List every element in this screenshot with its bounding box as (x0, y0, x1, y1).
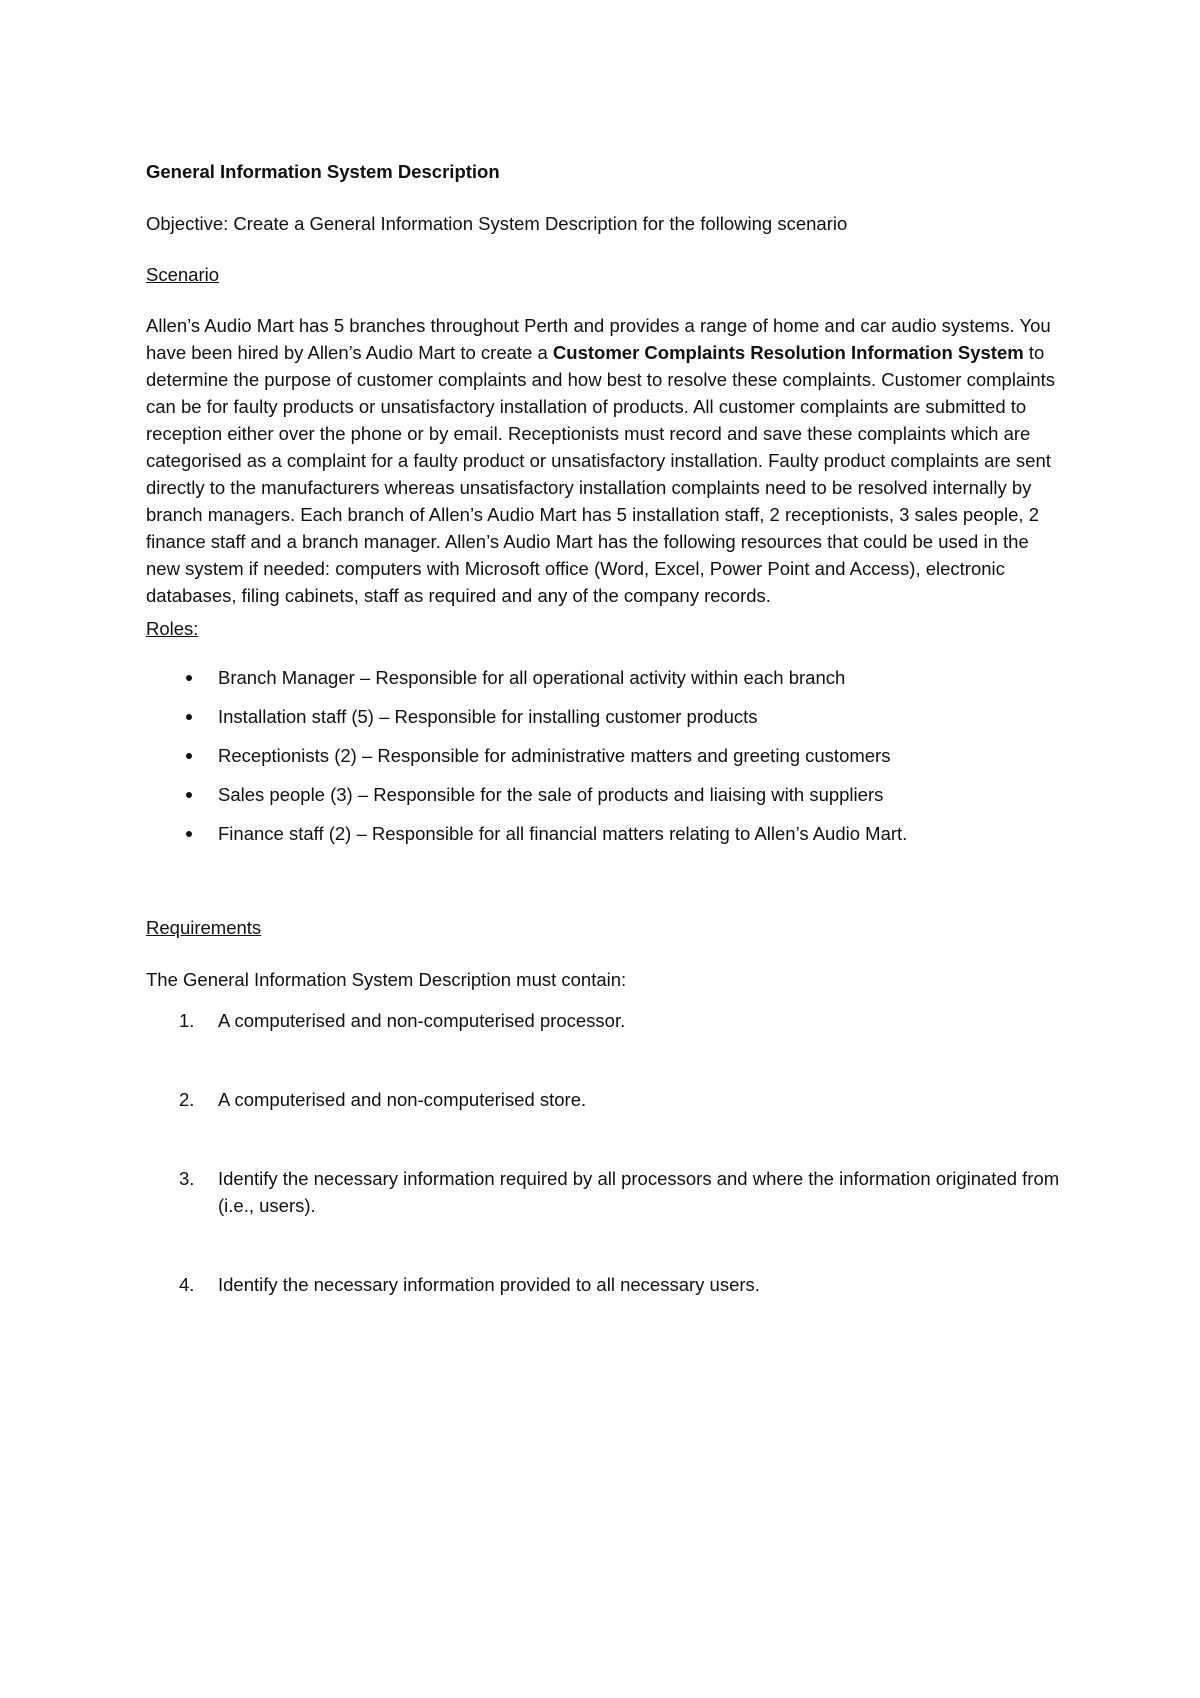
requirements-list (146, 1007, 1066, 1298)
list-item (146, 703, 1066, 742)
bullet-icon (186, 831, 192, 837)
list-number: 1. (179, 1010, 195, 1031)
list-number: 3. (179, 1168, 195, 1189)
document-page (146, 158, 1066, 1350)
requirements-heading: Requirements (146, 917, 262, 938)
list-item (146, 820, 1066, 859)
role-text: Receptionists (2) – Responsible for administrative matters and greeting customers (218, 745, 891, 766)
scenario-heading: Scenario (146, 264, 220, 285)
bullet-icon (186, 753, 192, 759)
list-item (146, 1007, 1066, 1034)
list-number: 2. (179, 1089, 195, 1110)
list-item (146, 742, 1066, 781)
list-number: 4. (179, 1274, 195, 1295)
role-text: Branch Manager – Responsible for all operational activity within each branch (218, 667, 846, 688)
roles-list (146, 664, 1066, 859)
requirements-intro: The General Information System Description must contain: (146, 969, 627, 990)
requirement-text: Identify the necessary information required by all processors and where the information originated from (i.e., users). (218, 1168, 1060, 1216)
list-item (146, 781, 1066, 820)
list-item (146, 1086, 1066, 1113)
scenario-paragraph (146, 312, 1066, 609)
requirement-text: Identify the necessary information provided to all necessary users. (218, 1274, 760, 1295)
list-item (146, 664, 1066, 703)
bullet-icon (186, 714, 192, 720)
scenario-system-name: Customer Complaints Resolution Information System (552, 342, 1024, 363)
role-text: Sales people (3) – Responsible for the sale of products and liaising with suppliers (218, 784, 884, 805)
requirement-text: A computerised and non-computerised store. (218, 1089, 587, 1110)
requirement-text: A computerised and non-computerised processor. (218, 1010, 626, 1031)
scenario-text-part1: Allen’s Audio Mart has 5 branches throughout Perth and provides a range of home and car audio systems. You have been hired by Allen’s Audio Mart to create a (146, 315, 1051, 363)
document-title: General Information System Description (146, 161, 500, 182)
scenario-text-part2: to determine the purpose of customer complaints and how best to resolve these complaints. Customer complaints can be for faulty products or unsatisfactory installation of products. All customer complaints are submitted to reception either over the phone or by email. Receptionists must record and save these complaints which are categorised as a complaint for a faulty product or unsatisfactory installation. Faulty product complaints are sent directly to the manufacturers whereas unsatisfactory installation complaints need to be resolved internally by branch managers. Each branch of Allen’s Audio Mart has 5 installation staff, 2 receptionists, 3 sales people, 2 finance staff and a branch manager. Allen’s Audio Mart has the following resources that could be used in the new system if needed: computers with Microsoft office (Word, Excel, Power Point and Access), electronic databases, filing cabinets, staff as required and any of the company records. (146, 342, 1056, 606)
list-item (146, 1271, 1066, 1298)
bullet-icon (186, 792, 192, 798)
list-item (146, 1165, 1066, 1219)
objective-text: Objective: Create a General Information System Description for the following scenario (146, 213, 848, 234)
roles-heading: Roles: (146, 618, 199, 639)
role-text: Finance staff (2) – Responsible for all financial matters relating to Allen’s Audio Mart. (218, 823, 908, 844)
bullet-icon (186, 675, 192, 681)
role-text: Installation staff (5) – Responsible for installing customer products (218, 706, 758, 727)
